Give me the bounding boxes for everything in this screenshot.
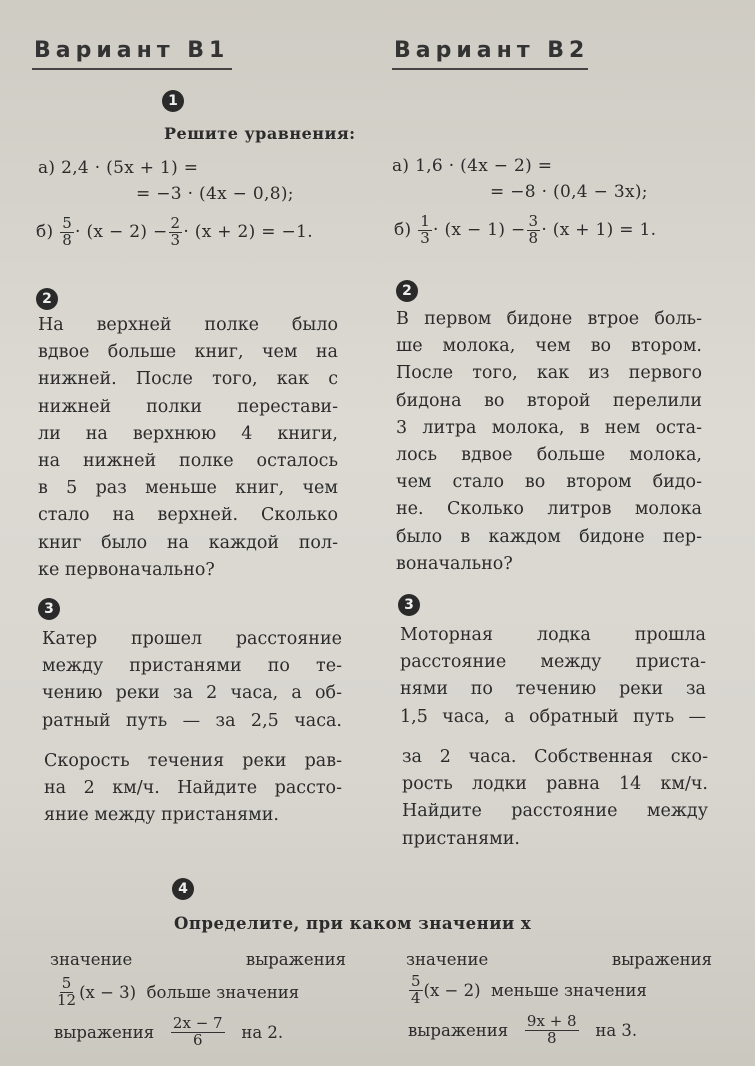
v2-eq-b-frac2	[527, 214, 541, 247]
v1-task4-frac1	[55, 976, 78, 1009]
text-line: Найдите расстояние между	[402, 801, 708, 822]
variant1-underline	[32, 68, 232, 70]
task1-number-badge: 1	[162, 90, 184, 112]
v1-task4-end: на 2.	[241, 1022, 284, 1042]
v2-task2-number-badge: 2	[396, 280, 418, 302]
text-line: Скорость течения реки рав-	[44, 751, 342, 771]
v1-task4-line3	[54, 1016, 283, 1049]
v2-task2-text	[396, 306, 702, 578]
text-line: 3 литра молока, в нем оста-	[396, 417, 702, 438]
text-line: было в каждом бидоне пер-	[396, 526, 702, 547]
v1-eq-a-line1	[38, 158, 198, 178]
text-line: стало на верхней. Сколько	[38, 505, 338, 526]
v2-task4-mid: (x − 2) меньше значения	[423, 980, 647, 1000]
v2-frac1-num: 1	[420, 212, 431, 230]
v2-task4-line2	[408, 974, 647, 1007]
v1-task4-line2	[54, 976, 299, 1009]
v1-eq-a-text1: 2,4 · (5x + 1) =	[61, 158, 199, 178]
v1-task4-frac2-den: 6	[192, 1030, 203, 1049]
variant2-underline	[392, 68, 588, 70]
text-line: чению реки за 2 часа, а об-	[42, 683, 342, 704]
v2-frac1-den: 3	[420, 228, 431, 247]
v1-eq-b-label: б)	[36, 222, 54, 243]
v2-eq-a-label: а)	[392, 156, 410, 176]
v1-task4-line1	[50, 950, 346, 969]
text-line: книг было на каждой пол-	[38, 532, 338, 553]
v2-task3-text-b	[402, 744, 708, 853]
v2-eq-a-line2: = −8 · (0,4 − 3x);	[490, 182, 648, 202]
v2-eq-b-end: · (x + 1) = 1.	[541, 220, 657, 241]
text-line: нижней полки перестави-	[38, 396, 338, 417]
text-line: на нижней полке осталось	[38, 451, 338, 472]
v1-task3-number-badge: 3	[38, 598, 60, 620]
v2-task4-word1: значение	[406, 950, 489, 969]
v1-task4-frac1-num: 5	[61, 974, 72, 992]
v1-task3-text	[42, 626, 342, 735]
variant2-heading: Вариант В2	[394, 38, 590, 63]
task4-title: Определите, при каком значении x	[174, 914, 532, 933]
v1-task4-mid: (x − 3) больше значения	[79, 982, 300, 1002]
v1-task4-word3: выражения	[54, 1022, 155, 1042]
v1-frac1-den: 8	[62, 230, 73, 249]
task4-number-badge: 4	[172, 878, 194, 900]
v2-frac2-den: 8	[528, 228, 539, 247]
v2-task4-frac1	[409, 974, 423, 1007]
v1-eq-b	[36, 216, 313, 249]
text-line: воначально?	[396, 553, 513, 574]
text-line: На верхней полке было	[38, 315, 338, 335]
v1-task2-number-badge: 2	[36, 288, 58, 310]
v2-task4-frac1-num: 5	[411, 972, 421, 990]
text-line: ли на верхнюю 4 книги,	[38, 423, 338, 444]
v1-task4-word2: выражения	[245, 950, 346, 969]
text-line: ке первоначально?	[38, 559, 215, 580]
task1-title: Решите уравнения:	[164, 124, 356, 143]
text-line: нями по течению реки за	[400, 679, 706, 700]
text-line: на 2 км/ч. Найдите рассто-	[44, 778, 342, 799]
v1-task4-frac1-den: 12	[57, 990, 77, 1009]
text-line: чем стало во втором бидо-	[396, 472, 702, 493]
text-line: бидона во второй перелили	[396, 390, 702, 411]
v2-task4-word3: выражения	[408, 1020, 509, 1040]
v1-frac2-num: 2	[170, 214, 181, 232]
v2-frac2-num: 3	[528, 212, 539, 230]
text-line: в 5 раз меньше книг, чем	[38, 478, 338, 499]
v2-eq-a-text1: 1,6 · (4x − 2) =	[415, 156, 553, 176]
text-line: После того, как из первого	[396, 363, 702, 384]
v2-task3-number-badge: 3	[398, 594, 420, 616]
text-line: ше молока, чем во втором.	[396, 336, 702, 357]
text-line: пристанями.	[402, 828, 520, 849]
v2-task4-frac2	[525, 1014, 579, 1047]
v1-task4-word1: значение	[50, 950, 133, 969]
text-line: 1,5 часа, а обратный путь —	[400, 706, 706, 727]
v2-task3-text	[400, 622, 706, 731]
v1-frac2-den: 3	[170, 230, 181, 249]
v2-eq-b-mid: · (x − 1) −	[433, 220, 526, 241]
v2-task4-end: на 3.	[595, 1020, 638, 1040]
text-line: Катер прошел расстояние	[42, 629, 342, 649]
v1-task3-text-b	[44, 748, 342, 830]
v1-task2-text	[38, 312, 338, 584]
text-line: Моторная лодка прошла	[400, 625, 706, 645]
v2-eq-a-line1	[392, 156, 552, 176]
v2-task4-frac2-den: 8	[546, 1028, 557, 1047]
v1-frac1-num: 5	[62, 214, 73, 232]
text-line: вдвое больше книг, чем на	[38, 342, 338, 363]
v1-eq-b-frac2	[169, 216, 183, 249]
v2-task4-frac1-den: 4	[411, 988, 421, 1007]
v1-eq-b-end: · (x + 2) = −1.	[183, 222, 313, 243]
v1-task4-frac2	[171, 1016, 225, 1049]
v1-eq-a-line2: = −3 · (4x − 0,8);	[136, 184, 294, 204]
v2-eq-b-label: б)	[394, 220, 412, 241]
text-line: рость лодки равна 14 км/ч.	[402, 774, 708, 795]
v2-eq-b	[394, 214, 656, 247]
text-line: яние между пристанями.	[44, 805, 279, 826]
text-line: нижней. После того, как с	[38, 369, 338, 390]
v2-eq-b-frac1	[418, 214, 432, 247]
v1-eq-b-frac1	[60, 216, 74, 249]
text-line: за 2 часа. Собственная ско-	[402, 747, 708, 767]
text-line: ратный путь — за 2,5 часа.	[42, 710, 342, 731]
text-line: лось вдвое больше молока,	[396, 445, 702, 466]
text-line: расстояние между приста-	[400, 652, 706, 673]
text-line: не. Сколько литров молока	[396, 499, 702, 520]
v2-task4-frac2-num: 9x + 8	[526, 1012, 577, 1030]
variant1-heading: Вариант В1	[34, 38, 230, 63]
v1-task4-frac2-num: 2x − 7	[172, 1014, 223, 1032]
text-line: между пристанями по те-	[42, 656, 342, 677]
v2-task4-word2: выражения	[611, 950, 712, 969]
v2-task4-line1	[406, 950, 712, 969]
text-line: В первом бидоне втрое боль-	[396, 309, 702, 329]
v1-eq-b-mid: · (x − 2) −	[75, 222, 168, 243]
v2-task4-line3	[408, 1014, 637, 1047]
v1-eq-a-label: а)	[38, 158, 56, 178]
